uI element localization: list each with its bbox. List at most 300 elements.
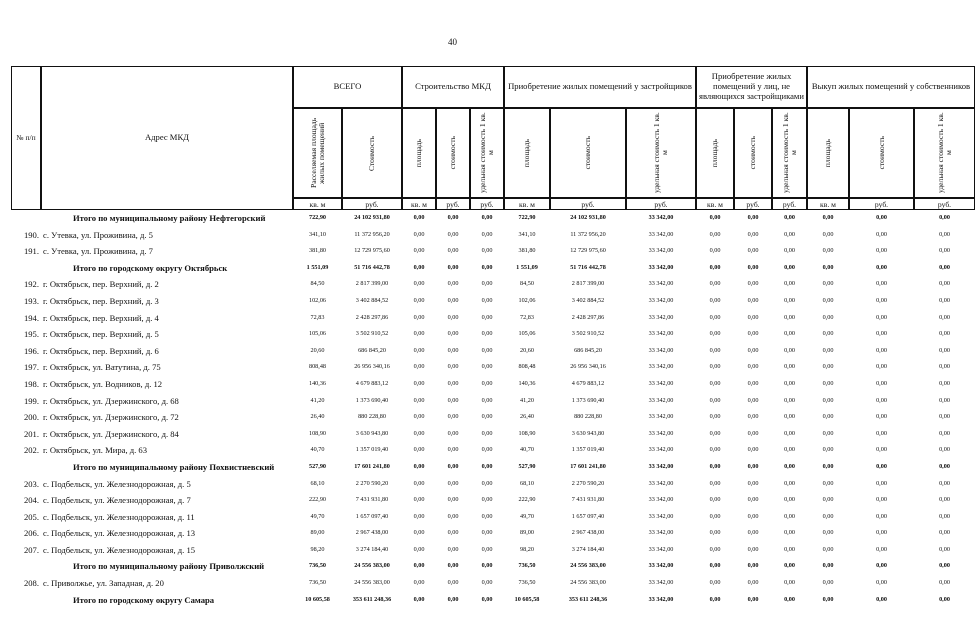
row-value: 341,10 xyxy=(308,230,326,238)
table-row xyxy=(11,393,950,410)
row-value: 0,00 xyxy=(413,296,425,304)
row-value: 33 342,00 xyxy=(648,562,674,570)
row-value: 0,00 xyxy=(939,379,950,387)
row-number: 195. xyxy=(23,329,39,340)
row-value: 2 428 297,86 xyxy=(355,313,389,321)
row-value: 0,00 xyxy=(876,545,887,553)
table-row xyxy=(11,326,950,343)
header-subcolumn-10 xyxy=(734,108,772,198)
row-value: 0,00 xyxy=(709,346,721,354)
row-value: 0,00 xyxy=(876,496,887,504)
row-value: 1 373 690,40 xyxy=(571,396,605,404)
row-value: 0,00 xyxy=(876,446,887,454)
row-value: 0,00 xyxy=(747,545,759,553)
row-value: 1 657 097,40 xyxy=(571,512,605,520)
header-subcolumn-label: удельная стоимость 1 кв. м xyxy=(652,112,669,194)
row-value: 0,00 xyxy=(876,529,887,537)
row-value: 0,00 xyxy=(709,313,721,321)
row-value: 0,00 xyxy=(939,429,950,437)
row-value: 3 402 884,52 xyxy=(571,296,605,304)
header-unit-1: кв. м xyxy=(293,198,342,210)
table-row xyxy=(11,310,950,327)
row-value: 33 342,00 xyxy=(648,396,674,404)
row-value: 102,06 xyxy=(518,296,536,304)
row-value: 0,00 xyxy=(481,247,493,255)
row-address: Итого по муниципальному району Нефтегорский xyxy=(73,213,266,223)
row-value: 0,00 xyxy=(822,263,834,271)
header-group-2: Строительство МКД xyxy=(402,66,504,108)
header-subcolumn-1 xyxy=(293,108,342,198)
row-value: 0,00 xyxy=(709,396,721,404)
row-value: 0,00 xyxy=(939,330,950,338)
table-row xyxy=(11,276,950,293)
row-value: 33 342,00 xyxy=(648,446,674,454)
row-number: 199. xyxy=(23,395,39,406)
row-value: 40,70 xyxy=(310,446,325,454)
row-value: 0,00 xyxy=(709,330,721,338)
row-value: 102,06 xyxy=(308,296,326,304)
row-value: 3 630 943,80 xyxy=(571,429,605,437)
row-value: 0,00 xyxy=(413,595,425,603)
row-value: 1 357 019,40 xyxy=(571,446,605,454)
row-value: 33 342,00 xyxy=(648,379,674,387)
row-value: 0,00 xyxy=(939,413,950,421)
table-row xyxy=(11,359,950,376)
row-value: 0,00 xyxy=(413,396,425,404)
row-value: 0,00 xyxy=(481,263,493,271)
row-value: 140,36 xyxy=(518,379,536,387)
row-value: 353 611 248,36 xyxy=(568,595,608,603)
table-row xyxy=(11,409,950,426)
header-subcolumn-label: площадь xyxy=(414,138,424,168)
row-value: 0,00 xyxy=(784,413,795,421)
row-value: 26,40 xyxy=(520,413,534,421)
row-value: 33 342,00 xyxy=(648,230,674,238)
row-value: 0,00 xyxy=(481,313,493,321)
row-value: 0,00 xyxy=(447,579,459,587)
row-value: 0,00 xyxy=(481,413,493,421)
row-value: 0,00 xyxy=(822,363,834,371)
row-number: 200. xyxy=(23,412,39,423)
table-row xyxy=(11,509,950,526)
row-value: 0,00 xyxy=(447,413,459,421)
row-value: 0,00 xyxy=(709,280,721,288)
row-value: 2 967 438,00 xyxy=(355,529,389,537)
row-value: 0,00 xyxy=(747,595,759,603)
row-number: 198. xyxy=(23,378,39,389)
row-number: 202. xyxy=(23,445,39,456)
row-number xyxy=(11,558,39,575)
header-subcolumn-label: площадь xyxy=(522,138,532,168)
row-value: 0,00 xyxy=(413,330,425,338)
row-value: 0,00 xyxy=(822,595,834,603)
row-value: 10 605,58 xyxy=(514,595,540,603)
row-address: Итого по городскому округу Октябрьск xyxy=(73,262,228,273)
row-value: 33 342,00 xyxy=(648,496,674,504)
row-value: 808,48 xyxy=(518,363,536,371)
row-value: 0,00 xyxy=(481,529,493,537)
row-value: 0,00 xyxy=(784,379,795,387)
row-value: 0,00 xyxy=(413,545,425,553)
row-value: 33 342,00 xyxy=(648,280,674,288)
table-total-row xyxy=(11,592,950,609)
row-value: 0,00 xyxy=(876,330,887,338)
row-value: 0,00 xyxy=(447,214,459,221)
row-number xyxy=(11,459,39,476)
row-value: 0,00 xyxy=(481,496,493,504)
row-value: 686 845,20 xyxy=(358,346,386,354)
row-value: 0,00 xyxy=(447,462,459,470)
header-address-cell xyxy=(41,66,293,210)
row-value: 33 342,00 xyxy=(648,512,674,520)
table-row xyxy=(11,525,950,542)
row-address: Итого по городскому округу Самара xyxy=(73,594,215,605)
row-number xyxy=(11,592,39,609)
row-value: 0,00 xyxy=(747,230,759,238)
header-number-label: № п/п xyxy=(16,132,36,142)
row-value: 0,00 xyxy=(876,579,887,587)
header-subcolumn-label: удельная стоимость 1 кв. м xyxy=(935,112,953,194)
row-value: 0,00 xyxy=(784,230,795,238)
header-unit-14: руб. xyxy=(914,198,975,210)
row-value: 0,00 xyxy=(481,462,493,470)
row-value: 49,70 xyxy=(520,512,534,520)
row-value: 89,00 xyxy=(520,529,534,537)
row-value: 0,00 xyxy=(413,413,425,421)
header-unit-2: руб. xyxy=(342,198,402,210)
row-value: 0,00 xyxy=(747,396,759,404)
row-value: 353 611 248,36 xyxy=(352,595,392,603)
row-address: Итого по муниципальному району Приволжский xyxy=(73,561,265,572)
row-value: 0,00 xyxy=(822,413,834,421)
row-value: 0,00 xyxy=(481,230,493,238)
table-row xyxy=(11,343,950,360)
row-value: 0,00 xyxy=(481,446,493,454)
row-value: 41,20 xyxy=(520,396,534,404)
row-number: 196. xyxy=(23,345,39,356)
row-value: 105,06 xyxy=(308,330,326,338)
header-subcolumn-label: Стоимость xyxy=(367,135,377,171)
header-subcolumn-14 xyxy=(914,108,975,198)
row-address: г. Октябрьск, пер. Верхний, д. 4 xyxy=(43,312,159,323)
row-value: 0,00 xyxy=(709,512,721,520)
header-subcolumn-label: площадь xyxy=(823,138,833,168)
row-value: 0,00 xyxy=(447,446,459,454)
row-value: 0,00 xyxy=(784,313,795,321)
row-value: 0,00 xyxy=(747,479,759,487)
row-value: 0,00 xyxy=(481,346,493,354)
row-value: 0,00 xyxy=(447,545,459,553)
row-value: 33 342,00 xyxy=(648,545,674,553)
row-value: 0,00 xyxy=(876,346,887,354)
row-value: 0,00 xyxy=(447,562,459,570)
row-value: 24 102 931,80 xyxy=(570,214,606,221)
row-value: 0,00 xyxy=(747,413,759,421)
row-value: 0,00 xyxy=(413,562,425,570)
header-subcolumn-label: стоимость xyxy=(583,136,593,170)
row-value: 0,00 xyxy=(447,396,459,404)
row-value: 0,00 xyxy=(481,296,493,304)
row-value: 24 556 383,00 xyxy=(354,579,390,587)
row-value: 0,00 xyxy=(784,263,795,271)
row-value: 0,00 xyxy=(747,379,759,387)
row-address: г. Октябрьск, ул. Водников, д. 12 xyxy=(43,378,163,389)
row-value: 880 228,80 xyxy=(358,413,386,421)
row-value: 0,00 xyxy=(447,496,459,504)
table-total-row xyxy=(11,558,950,575)
row-value: 0,00 xyxy=(747,429,759,437)
header-subcolumn-8 xyxy=(626,108,696,198)
row-value: 0,00 xyxy=(784,446,795,454)
row-value: 0,00 xyxy=(876,479,887,487)
row-number: 191. xyxy=(23,246,39,257)
row-value: 0,00 xyxy=(784,429,795,437)
header-unit-12: кв. м xyxy=(807,198,849,210)
row-value: 0,00 xyxy=(939,263,950,271)
row-value: 0,00 xyxy=(876,280,887,288)
row-value: 40,70 xyxy=(520,446,534,454)
row-value: 68,10 xyxy=(520,479,534,487)
row-value: 2 967 438,00 xyxy=(571,529,605,537)
header-unit-4: руб. xyxy=(436,198,470,210)
row-value: 0,00 xyxy=(784,346,795,354)
row-value: 0,00 xyxy=(876,230,887,238)
row-value: 0,00 xyxy=(784,545,795,553)
row-value: 0,00 xyxy=(481,545,493,553)
header-group-4: Приобретение жилых помещений у лиц, не являющихся застройщиками xyxy=(696,66,807,108)
row-value: 0,00 xyxy=(747,496,759,504)
row-value: 0,00 xyxy=(447,296,459,304)
row-value: 0,00 xyxy=(447,529,459,537)
row-value: 0,00 xyxy=(447,313,459,321)
row-value: 0,00 xyxy=(413,346,425,354)
row-value: 341,10 xyxy=(518,230,536,238)
table-row xyxy=(11,293,950,310)
row-value: 0,00 xyxy=(413,579,425,587)
row-value: 3 502 910,52 xyxy=(571,330,605,338)
row-value: 0,00 xyxy=(822,379,834,387)
row-value: 0,00 xyxy=(822,529,834,537)
row-value: 0,00 xyxy=(784,396,795,404)
header-group-3: Приобретение жилых помещений у застройщиков xyxy=(504,66,696,108)
row-value: 108,90 xyxy=(308,429,326,437)
row-value: 0,00 xyxy=(413,429,425,437)
row-value: 33 342,00 xyxy=(648,462,674,470)
row-address: г. Октябрьск, пер. Верхний, д. 5 xyxy=(43,329,159,340)
row-value: 0,00 xyxy=(822,479,834,487)
row-number: 190. xyxy=(23,229,39,240)
row-value: 24 556 383,00 xyxy=(570,579,606,587)
row-value: 0,00 xyxy=(784,529,795,537)
row-value: 0,00 xyxy=(481,379,493,387)
row-value: 0,00 xyxy=(447,263,459,271)
row-value: 89,00 xyxy=(310,529,325,537)
row-value: 0,00 xyxy=(413,462,425,470)
row-value: 527,90 xyxy=(518,462,536,470)
row-value: 0,00 xyxy=(747,247,759,255)
row-value: 17 601 241,80 xyxy=(354,462,390,470)
row-value: 0,00 xyxy=(876,363,887,371)
header-subcolumn-label: удельная стоимость 1 кв. м xyxy=(780,112,798,194)
row-value: 0,00 xyxy=(876,296,887,304)
row-value: 0,00 xyxy=(784,496,795,504)
row-value: 0,00 xyxy=(481,429,493,437)
row-value: 51 716 442,78 xyxy=(354,263,390,271)
row-value: 0,00 xyxy=(413,446,425,454)
table-row xyxy=(11,227,950,244)
header-subcolumn-label: площадь xyxy=(710,138,720,168)
row-value: 736,50 xyxy=(518,579,536,587)
row-address: г. Октябрьск, ул. Дзержинского, д. 68 xyxy=(43,395,179,406)
row-value: 1 551,09 xyxy=(306,263,329,271)
row-value: 33 342,00 xyxy=(648,429,674,437)
row-value: 0,00 xyxy=(413,529,425,537)
row-value: 17 601 241,80 xyxy=(570,462,606,470)
header-unit-11: руб. xyxy=(772,198,807,210)
row-value: 0,00 xyxy=(784,595,795,603)
row-value: 686 845,20 xyxy=(574,346,602,354)
header-unit-6: кв. м xyxy=(504,198,550,210)
row-value: 11 372 956,20 xyxy=(354,230,390,238)
row-value: 1 657 097,40 xyxy=(355,512,389,520)
header-subcolumn-2 xyxy=(342,108,402,198)
row-address: г. Октябрьск, ул. Дзержинского, д. 84 xyxy=(43,428,179,439)
row-value: 0,00 xyxy=(747,263,759,271)
row-value: 0,00 xyxy=(939,396,950,404)
row-value: 0,00 xyxy=(822,280,834,288)
row-value: 0,00 xyxy=(876,396,887,404)
row-value: 51 716 442,78 xyxy=(570,263,606,271)
row-number: 204. xyxy=(23,495,39,506)
row-value: 0,00 xyxy=(822,346,834,354)
row-value: 0,00 xyxy=(822,214,834,221)
row-number: 205. xyxy=(23,511,39,522)
row-value: 20,60 xyxy=(310,346,325,354)
row-value: 381,80 xyxy=(518,247,536,255)
row-value: 0,00 xyxy=(939,214,950,221)
row-value: 0,00 xyxy=(747,296,759,304)
row-value: 7 431 931,80 xyxy=(571,496,605,504)
row-value: 105,06 xyxy=(518,330,536,338)
table-row xyxy=(11,442,950,459)
row-value: 0,00 xyxy=(822,446,834,454)
row-number: 194. xyxy=(23,312,39,323)
row-number: 192. xyxy=(23,279,39,290)
row-address: с. Подбельск, ул. Железнодорожная, д. 13 xyxy=(43,528,196,539)
row-value: 0,00 xyxy=(447,280,459,288)
row-value: 0,00 xyxy=(747,346,759,354)
row-value: 0,00 xyxy=(413,363,425,371)
row-value: 381,80 xyxy=(308,247,326,255)
row-number: 203. xyxy=(23,478,39,489)
row-value: 33 342,00 xyxy=(648,296,674,304)
row-value: 33 342,00 xyxy=(648,346,674,354)
row-value: 0,00 xyxy=(709,462,721,470)
row-value: 0,00 xyxy=(447,595,459,603)
row-value: 11 372 956,20 xyxy=(570,230,606,238)
row-value: 0,00 xyxy=(413,247,425,255)
row-value: 0,00 xyxy=(822,545,834,553)
row-value: 222,90 xyxy=(308,496,326,504)
table-row xyxy=(11,476,950,493)
row-value: 0,00 xyxy=(709,296,721,304)
row-value: 0,00 xyxy=(747,280,759,288)
header-unit-5: руб. xyxy=(470,198,504,210)
row-value: 0,00 xyxy=(709,363,721,371)
row-value: 0,00 xyxy=(822,579,834,587)
row-value: 0,00 xyxy=(447,429,459,437)
row-value: 0,00 xyxy=(939,346,950,354)
row-value: 0,00 xyxy=(876,462,887,470)
row-value: 0,00 xyxy=(709,496,721,504)
row-value: 722,90 xyxy=(308,214,326,221)
header-unit-9: кв. м xyxy=(696,198,734,210)
row-number: 197. xyxy=(23,362,39,373)
row-value: 33 342,00 xyxy=(648,330,674,338)
table-header xyxy=(11,66,971,210)
row-value: 1 357 019,40 xyxy=(355,446,389,454)
header-unit-10: руб. xyxy=(734,198,772,210)
row-value: 98,20 xyxy=(310,545,325,553)
row-number: 206. xyxy=(23,528,39,539)
row-value: 0,00 xyxy=(481,579,493,587)
row-value: 0,00 xyxy=(939,247,950,255)
row-value: 0,00 xyxy=(784,330,795,338)
row-value: 20,60 xyxy=(520,346,534,354)
row-value: 72,83 xyxy=(310,313,325,321)
row-value: 0,00 xyxy=(747,330,759,338)
header-subcolumn-11 xyxy=(772,108,807,198)
row-value: 0,00 xyxy=(822,247,834,255)
row-value: 0,00 xyxy=(822,496,834,504)
row-value: 0,00 xyxy=(447,512,459,520)
row-value: 26,40 xyxy=(310,413,325,421)
row-value: 0,00 xyxy=(447,346,459,354)
row-value: 0,00 xyxy=(413,313,425,321)
row-value: 24 556 383,00 xyxy=(354,562,390,570)
row-value: 0,00 xyxy=(784,479,795,487)
row-value: 84,50 xyxy=(520,280,534,288)
row-value: 0,00 xyxy=(747,446,759,454)
row-value: 0,00 xyxy=(876,413,887,421)
header-group-1: ВСЕГО xyxy=(293,66,402,108)
row-value: 0,00 xyxy=(876,313,887,321)
row-value: 4 679 883,12 xyxy=(355,379,389,387)
header-subcolumn-6 xyxy=(504,108,550,198)
row-address: с. Подбельск, ул. Железнодорожная, д. 11 xyxy=(43,511,195,522)
header-subcolumn-label: стоимость xyxy=(448,136,458,170)
row-address: г. Октябрьск, ул. Ватутина, д. 75 xyxy=(43,362,161,373)
row-value: 33 342,00 xyxy=(648,363,674,371)
header-subcolumn-label: стоимость xyxy=(876,136,886,170)
row-value: 1 551,09 xyxy=(516,263,538,271)
row-value: 0,00 xyxy=(939,296,950,304)
row-value: 0,00 xyxy=(784,247,795,255)
row-value: 33 342,00 xyxy=(648,263,674,271)
row-value: 0,00 xyxy=(784,363,795,371)
row-value: 140,36 xyxy=(308,379,326,387)
row-value: 0,00 xyxy=(939,496,950,504)
table-row xyxy=(11,426,950,443)
row-address: г. Октябрьск, ул. Дзержинского, д. 72 xyxy=(43,412,179,423)
header-unit-8: руб. xyxy=(626,198,696,210)
row-value: 0,00 xyxy=(747,313,759,321)
row-value: 0,00 xyxy=(709,379,721,387)
row-value: 0,00 xyxy=(447,363,459,371)
row-address: г. Октябрьск, ул. Мира, д. 63 xyxy=(43,445,148,456)
row-value: 3 502 910,52 xyxy=(355,330,389,338)
row-value: 0,00 xyxy=(747,214,759,221)
